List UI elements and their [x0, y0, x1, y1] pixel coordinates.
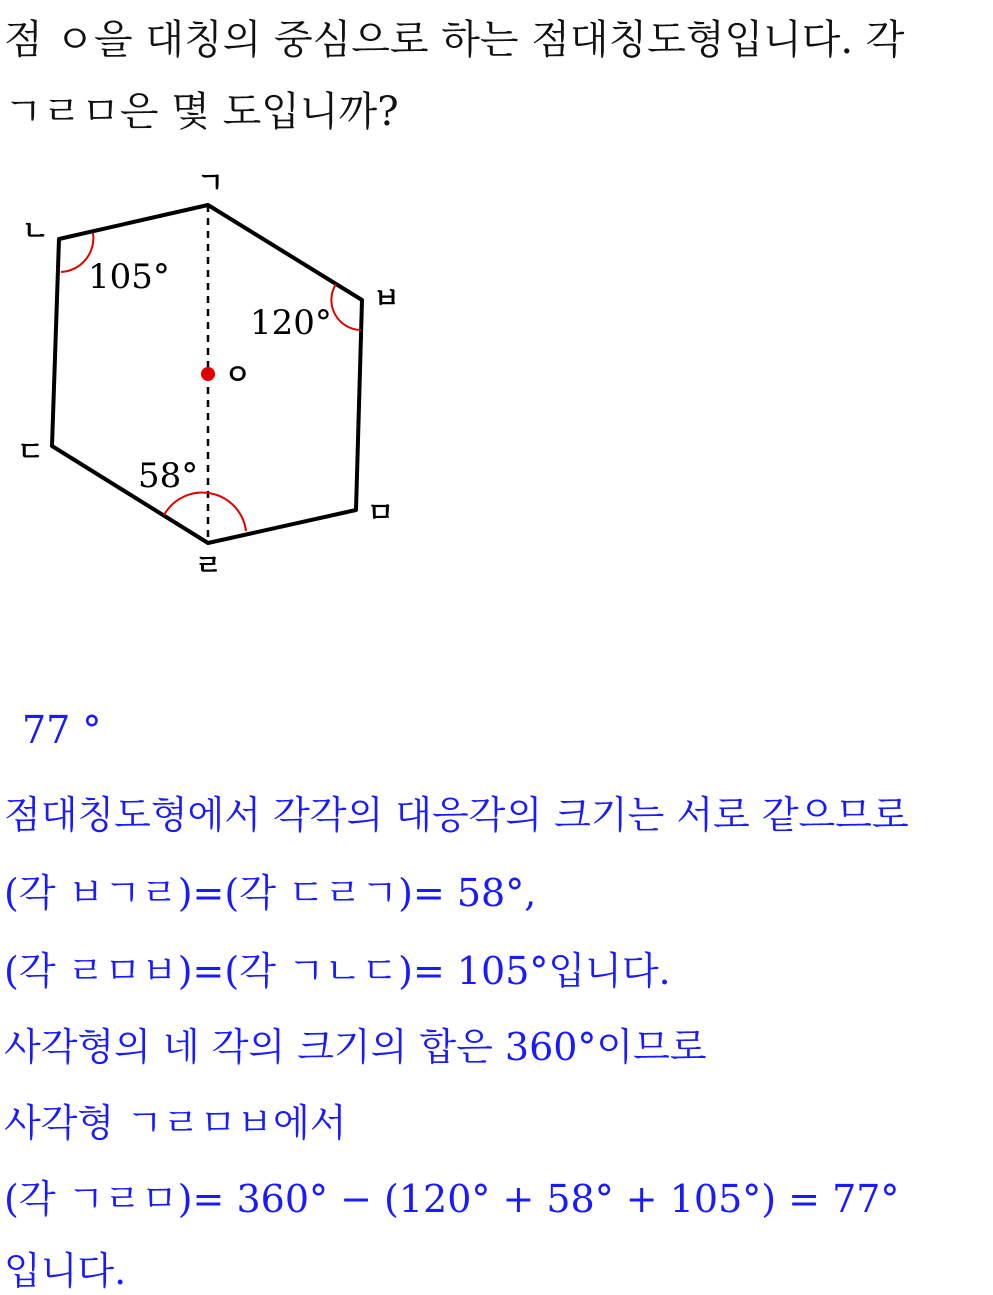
solution-line-6: (각 ㄱㄹㅁ)= 360° − (120° + 58° + 105°) = 77°	[4, 1177, 900, 1221]
question-line-1: 점 ㅇ을 대칭의 중심으로 하는 점대칭도형입니다. 각	[4, 17, 905, 63]
angle-label-120: 120°	[250, 303, 332, 343]
vertex-label-r: ㄹ	[195, 549, 223, 582]
hexagon-figure	[0, 160, 420, 590]
question-line-2: ㄱㄹㅁ은 몇 도입니까?	[4, 89, 399, 135]
solution-line-5: 사각형 ㄱㄹㅁㅂ에서	[4, 1101, 347, 1145]
solution-line-7: 입니다.	[4, 1249, 127, 1293]
answer: 77 °	[22, 708, 102, 752]
vertex-label-o: ㅇ	[224, 358, 252, 391]
vertex-label-m: ㅁ	[367, 496, 395, 529]
vertex-label-n: ㄴ	[22, 214, 50, 247]
solution-line-2: (각 ㅂㄱㄹ)=(각 ㄷㄹㄱ)= 58°,	[4, 871, 537, 915]
solution-line-4: 사각형의 네 각의 크기의 합은 360°이므로	[4, 1025, 707, 1069]
solution-line-3: (각 ㄹㅁㅂ)=(각 ㄱㄴㄷ)= 105°입니다.	[4, 949, 671, 993]
solution-line-1: 점대칭도형에서 각각의 대응각의 크기는 서로 같으므로	[4, 793, 909, 837]
vertex-label-g: ㄱ	[197, 166, 225, 199]
vertex-label-b: ㅂ	[373, 282, 401, 315]
center-dot	[201, 367, 215, 381]
vertex-label-d: ㄷ	[17, 435, 45, 468]
angle-label-105: 105°	[88, 257, 170, 297]
angle-label-58: 58°	[138, 456, 199, 496]
